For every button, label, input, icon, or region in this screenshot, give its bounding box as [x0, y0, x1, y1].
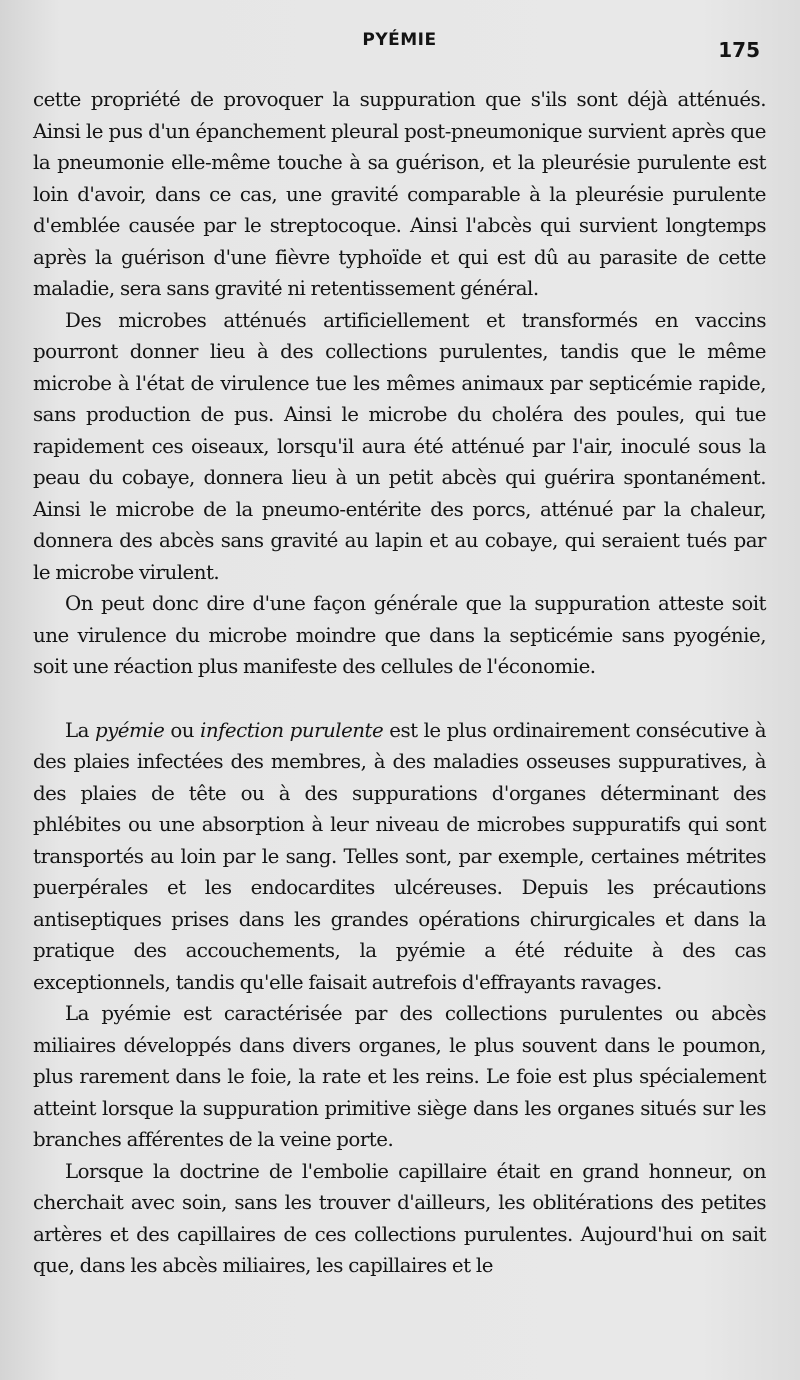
paragraph-join: ou [164, 718, 201, 742]
paragraph-attenuated-microbes: Des microbes atténués artificiellement et transformés en vaccins pourront donner lieu à des collections purulentes, tandis que le même microbe à l'état de virulence tue les mêmes animaux par septicémie rapide, sans production de pus. Ainsi le microbe du choléra des poules, qui tue rapidement ces oiseaux, lorsqu'il aura été atténué par l'air, inoculé sous la peau du cobaye, donnera lieu à un petit abcès qui guérira spontanément. Ainsi le microbe de la pneumo-entérite des porcs, atténué par la chaleur, donnera des abcès sans gravité au lapin et au cobaye, qui seraient tués par le microbe virulent. [33, 308, 766, 584]
paragraph-conclusion: On peut donc dire d'une façon générale que la suppuration atteste soit une virulence du microbe moindre que dans la septicémie sans pyogénie, soit une réaction plus manifeste des cellules de l'économie. [33, 592, 766, 678]
paragraph-embolism-doctrine: Lorsque la doctrine de l'embolie capillaire était en grand honneur, on cherchait avec soin, sans les trouver d'ailleurs, les oblitérations des petites artères et des capillaires de ces collections purulentes. Aujourd'hui on sait que, dans les abcès miliaires, les capillaires et le [33, 1159, 766, 1277]
term-pyemie: pyémie [94, 718, 165, 742]
body-text [33, 84, 766, 1282]
running-title: PYÉMIE [362, 30, 437, 50]
paragraph-pyemie-characteristics: La pyémie est caractérisée par des collections purulentes ou abcès miliaires développés dans divers organes, le plus souvent dans le poumon, plus rarement dans le foie, la rate et les reins. Le foie est plus spécialement atteint lorsque la suppuration primitive siège dans les organes situés sur les branches afférentes de la veine porte. [33, 1002, 766, 1151]
page-header [33, 0, 766, 84]
paragraph-continuation: cette propriété de provoquer la suppuration que s'ils sont déjà atténués. Ainsi le pus d'un épanchement pleural post-pneumonique survient après que la pneumonie elle-même touche à sa guérison, et la pleurésie purulente est loin d'avoir, dans ce cas, une gravité comparable à la pleurésie purulente d'emblée causée par le streptocoque. Ainsi l'abcès qui survient longtemps après la guérison d'une fièvre typhoïde et qui est dû au parasite de cette maladie, sera sans gravité ni retentissement général. [33, 88, 766, 300]
section-break [33, 683, 766, 715]
paragraph-lead: La [65, 718, 95, 742]
paragraph-rest: est le plus ordinairement consécutive à des plaies infectées des membres, à des maladies osseuses suppuratives, à des plaies de tête ou à des suppurations d'organes déterminant des phlébites ou une absorption à leur niveau de microbes suppuratifs qui sont transportés au loin par le sang. Telles sont, par exemple, certaines métrites puerpérales et les endocardites ulcéreuses. Depuis les précautions antiseptiques prises dans les grandes opérations chirurgicales et dans la pratique des accouchements, la pyémie a été réduite à des cas exceptionnels, tandis qu'elle faisait autrefois d'effrayants ravages. [33, 718, 766, 994]
paragraph-pyemie-definition [33, 715, 766, 999]
term-infection-purulente: infection purulente [200, 718, 384, 742]
page-number: 175 [718, 38, 760, 62]
